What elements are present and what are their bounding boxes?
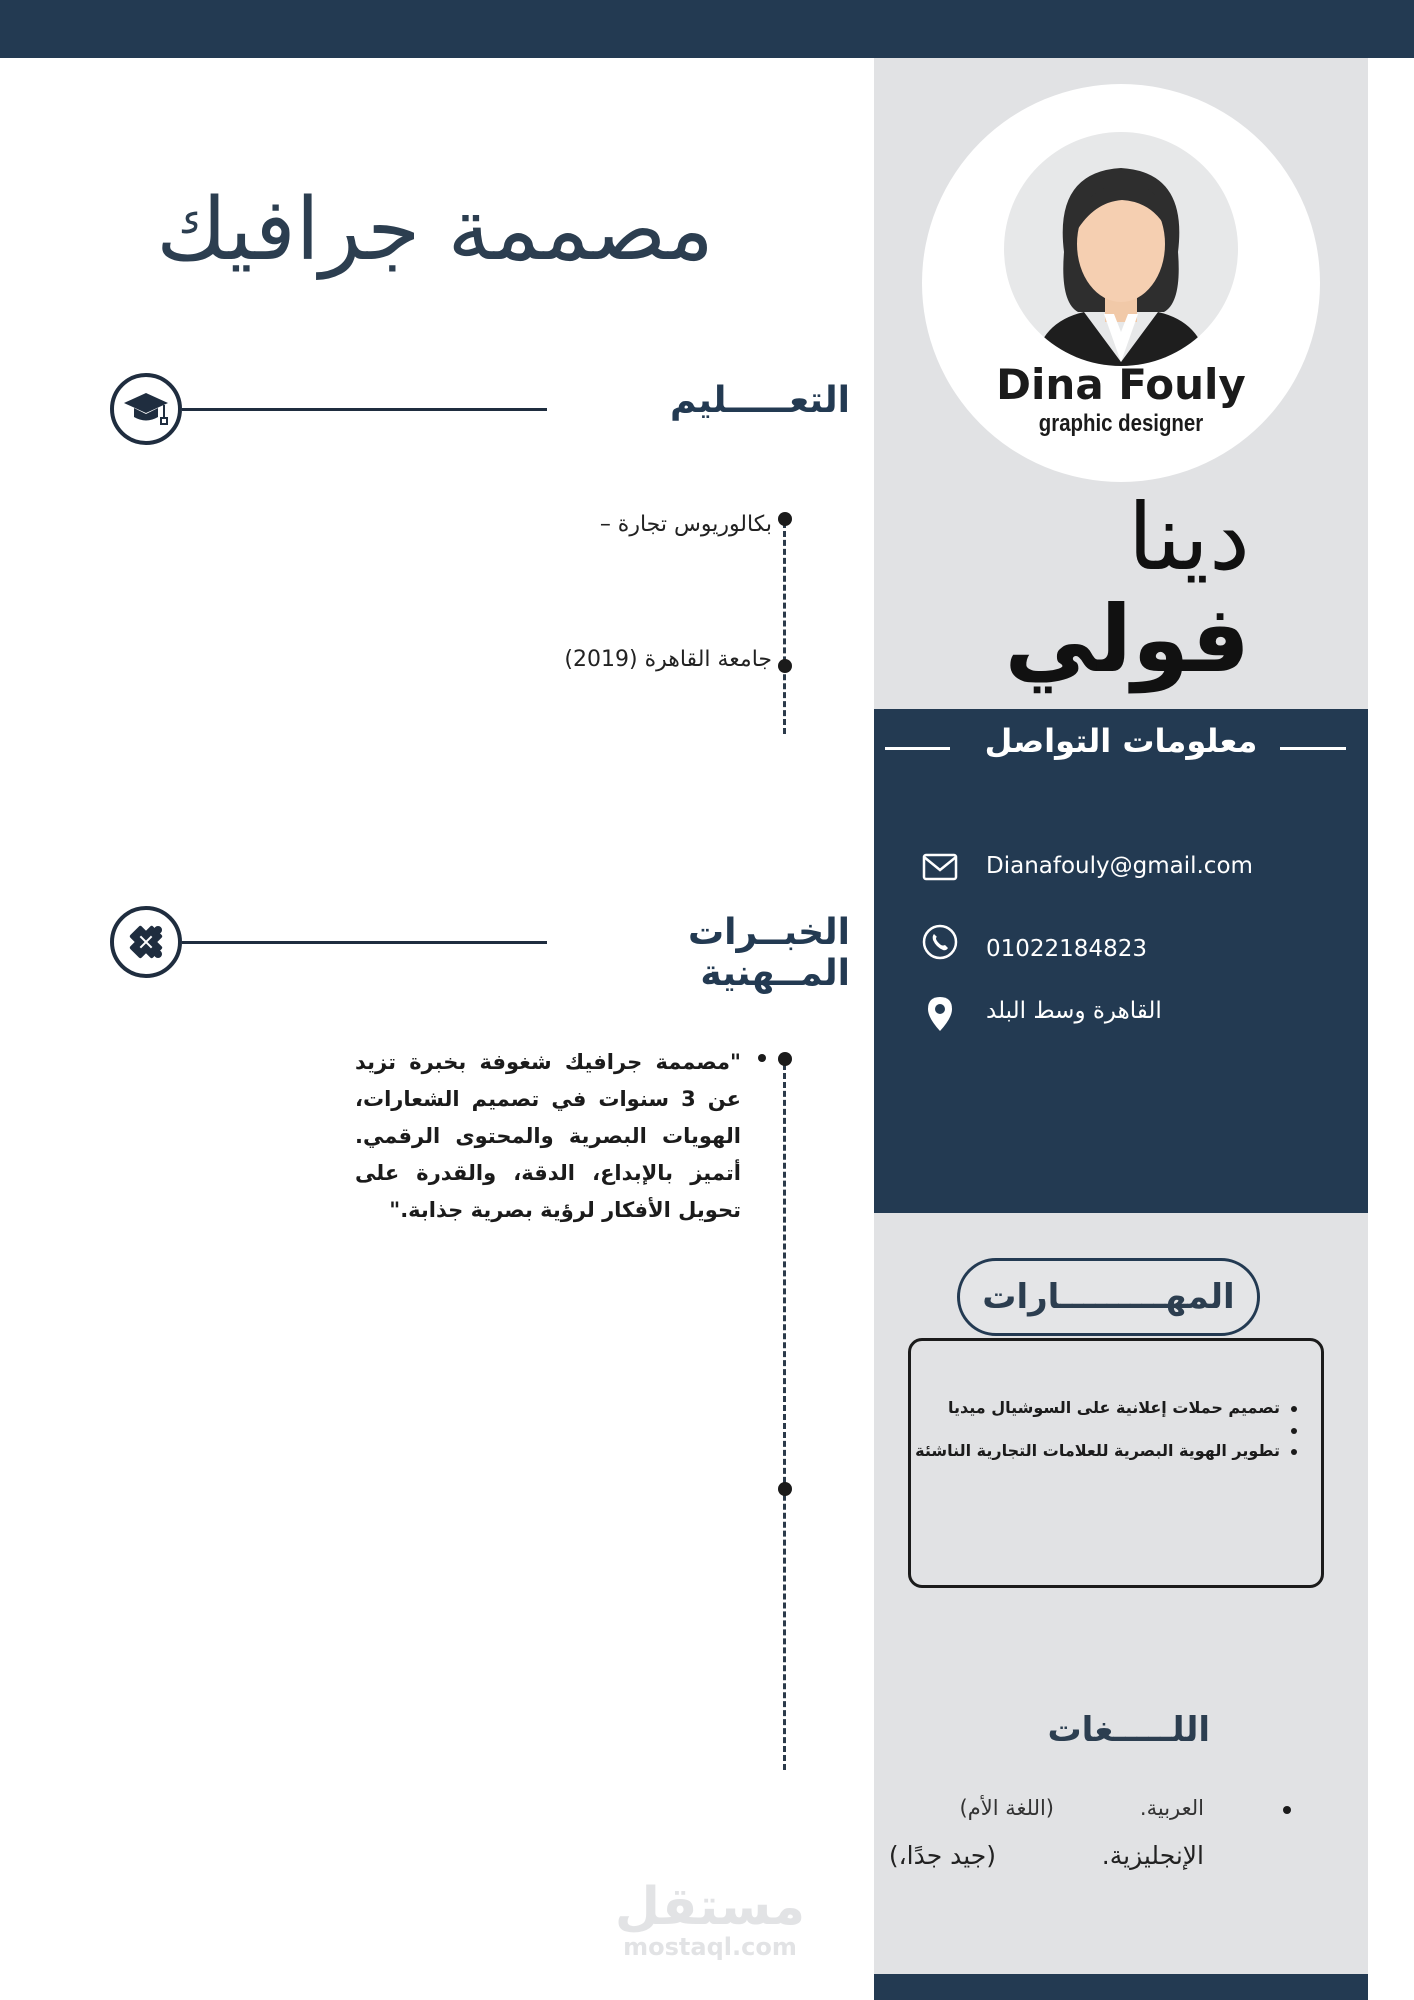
bottom-banner — [874, 1974, 1368, 2000]
page-title: مصممة جرافيك — [156, 180, 714, 280]
bullet — [1291, 1428, 1297, 1434]
timeline-dot — [778, 659, 792, 673]
language-level: (جيد جدًا،) — [888, 1841, 996, 1870]
skills-title: المهـــــــــارات — [957, 1258, 1260, 1336]
puzzle-icon — [110, 906, 182, 978]
contact-email-row — [920, 847, 1340, 887]
timeline-dot — [778, 1052, 792, 1066]
contact-title: معلومات التواصل — [984, 722, 1258, 760]
location-pin-icon — [920, 994, 960, 1034]
watermark-logo: مستقل mostaql.com — [614, 1877, 806, 1961]
profile-first-name-ar: دينا — [1127, 484, 1250, 591]
mail-icon — [920, 847, 960, 887]
bullet — [1291, 1406, 1297, 1412]
education-timeline — [783, 522, 786, 734]
experience-title: الخبــرات المــهنية — [687, 912, 850, 994]
avatar — [1004, 132, 1238, 366]
contact-email[interactable]: Dianafouly@gmail.com — [986, 853, 1253, 879]
graduation-cap-icon — [110, 373, 182, 445]
skill-item: تطوير الهوية البصرية للعلامات التجارية الناشئة — [915, 1441, 1280, 1460]
top-banner — [0, 0, 1414, 58]
language-name: العربية. — [1139, 1796, 1204, 1820]
contact-phone-row — [920, 922, 1340, 962]
language-level: (اللغة الأم) — [959, 1796, 1054, 1820]
skill-item: تصميم حملات إعلانية على السوشيال ميديا — [947, 1398, 1280, 1417]
contact-address: القاهرة وسط البلد — [986, 998, 1162, 1024]
timeline-dot — [778, 1482, 792, 1496]
education-title: التعـــــليم — [669, 380, 850, 421]
contact-phone[interactable]: 01022184823 — [986, 936, 1147, 962]
profile-last-name-ar: فولي — [1004, 586, 1250, 693]
profile-role-en: graphic designer — [1038, 410, 1204, 437]
profile-name-en: Dina Fouly — [996, 360, 1246, 409]
bullet — [1291, 1449, 1297, 1455]
language-name: الإنجليزية. — [1101, 1841, 1204, 1870]
education-university: جامعة القاهرة (2019) — [564, 647, 772, 672]
bullet — [1283, 1806, 1291, 1814]
skills-box — [908, 1338, 1324, 1588]
timeline-dot — [778, 512, 792, 526]
bullet — [758, 1054, 766, 1062]
education-divider — [182, 408, 547, 411]
education-degree: بكالوريوس تجارة – — [599, 512, 772, 537]
experience-timeline — [783, 1064, 786, 1770]
languages-title: اللـــــغات — [1047, 1710, 1210, 1750]
experience-divider — [182, 941, 547, 944]
contact-address-row — [920, 994, 1340, 1034]
phone-icon — [920, 922, 960, 962]
experience-description: "مصممة جرافيك شغوفة بخبرة تزيد عن 3 سنوات في تصميم الشعارات، الهويات البصرية والمحتوى الرقمي. أتميز بالإبداع، الدقة، والقدرة على تحويل الأفكار لرؤية بصرية جذابة." — [355, 1050, 741, 1222]
